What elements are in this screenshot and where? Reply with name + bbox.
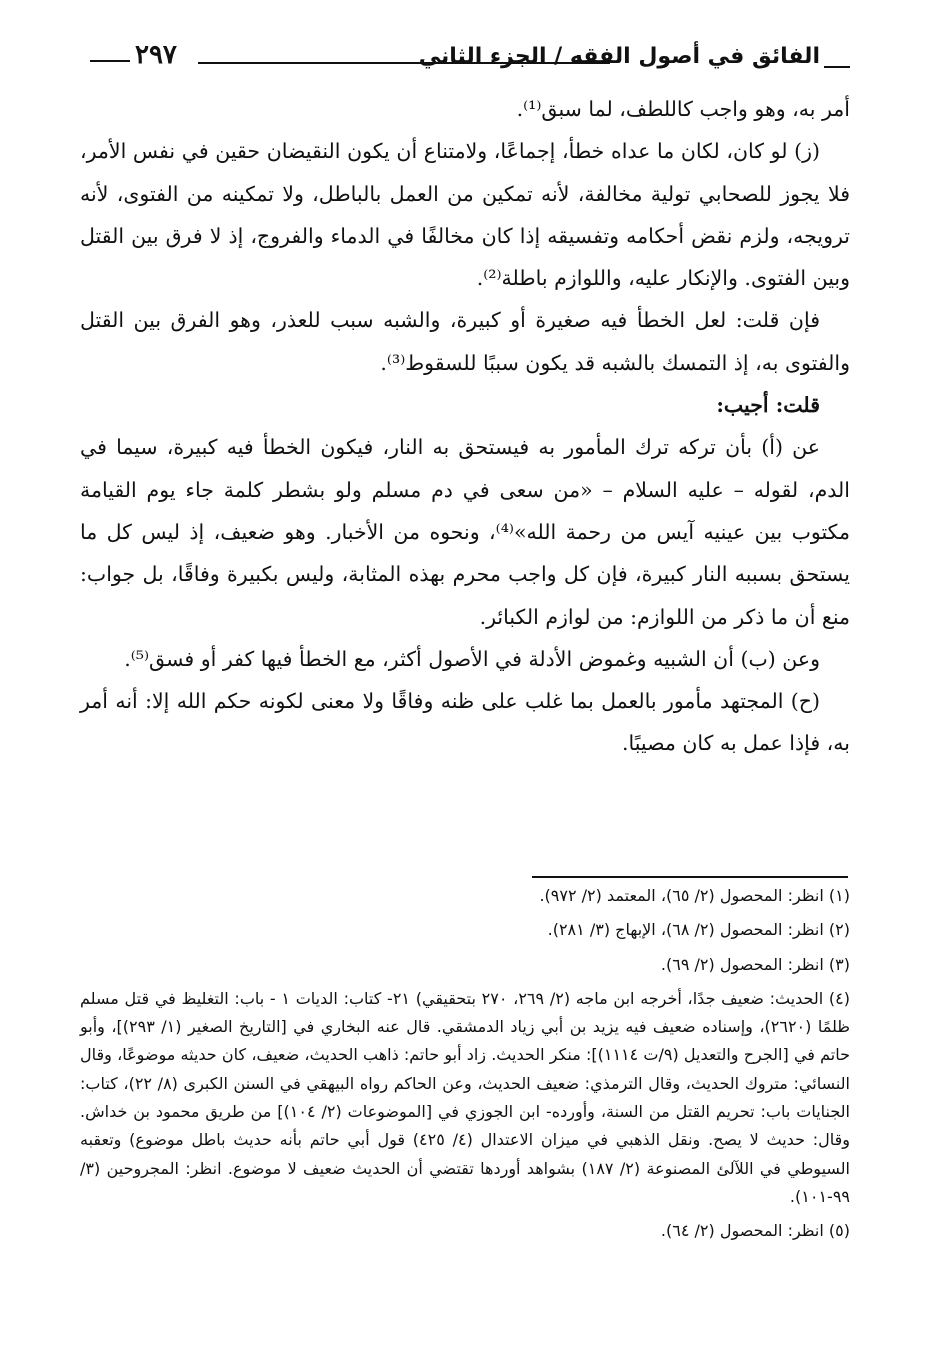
paragraph: فإن قلت: لعل الخطأ فيه صغيرة أو كبيرة، والشبه سبب للعذر، وهو الفرق بين القتل والفتوى به، إذ التمسك بالشبه قد يكون سببًا للسقوط⁽³⁾. [80,308,850,375]
paragraph: أمر به، وهو واجب كاللطف، لما سبق⁽¹⁾. [516,97,850,121]
paragraph-heading: قلت: أجيب: [716,393,820,418]
footnotes [80,882,850,1246]
footnote: (٢) انظر: المحصول (٢/ ٦٨)، الإبهاج (٣/ ٢٨١). [547,920,850,940]
footnote: (٤) الحديث: ضعيف جدًا، أخرجه ابن ماجه (٢/ ٢٦٩، ٢٧٠ بتحقيقي) ٢١- كتاب: الديات ١ - باب: التغليظ في قتل مسلم ظلمًا (٢٦٢٠)، وإسناده ضعيف فيه يزيد بن أبي زياد الدمشقي. قال عنه البخاري في [التاريخ الصغير (١/ ٢٩٣)]، وأبو حاتم في [الجرح والتعديل (٩/ت ١١١٤)]: منكر الحديث. زاد أبو حاتم: ذاهب الحديث، ضعيف، كان حديثه موضوعًا، وقال النسائي: متروك الحديث، وقال الترمذي: ضعيف الحديث، وعن الحاكم رواه البيهقي في السنن الكبرى (٨/ ٢٢)، كتاب: الجنايات باب: تحريم القتل من السنة، وأورده- ابن الجوزي في [الموضوعات (٢/ ١٠٤)] من طريق محمود بن خداش. وقال: حديث لا يصح. ونقل الذهبي في ميزان الاعتدال (٤/ ٤٢٥) قول أبي حاتم بأنه حديث باطل موضوع) وتعقبه السيوطي في اللآلئ المصنوعة (٢/ ١٨٧) بشواهد أوردها تقتضي أن الحديث ضعيف لا موضوع. انظر: المجروحين (٣/ ٩٩-١٠١). [80,988,851,1206]
header-rule [824,66,850,68]
footnote: (١) انظر: المحصول (٢/ ٦٥)، المعتمد (٢/ ٩٧٢). [539,886,850,905]
paragraph: (ح) المجتهد مأمور بالعمل بما غلب على ظنه وفاقًا ولا معنى لكونه حكم الله إلا: أنه أمر به، فإذا عمل به كان مصيبًا. [80,689,850,756]
paragraph: (ز) لو كان، لكان ما عداه خطأ، إجماعًا، ولامتناع أن يكون النقيضان حقين في نفس الأمر، فلا يجوز للصحابي تولية مخالفة، لأنه تمكين من العمل بالباطل، ولا تمكينه من الفتوى، لأنه ترويجه، ولزم نقض أحكامه وتفسيقه إذا كان مخالفًا في الدماء والفروج، إذ لا فرق بين القتل وبين الفتوى. والإنكار عليه، واللوازم باطلة⁽²⁾. [80,139,850,291]
book-title: الفائق في أصول الفقه / الجزء الثاني [418,44,820,69]
footnote: (٣) انظر: المحصول (٢/ ٦٩). [660,954,850,974]
footnote-separator [532,876,848,878]
page-number: ٢٩٧ [135,40,177,70]
running-header [80,30,850,86]
footnote: (٥) انظر: المحصول (٢/ ٦٤). [660,1221,850,1241]
paragraph: عن (أ) بأن تركه ترك المأمور به فيستحق به النار، فيكون الخطأ فيه كبيرة، سيما في الدم، لقوله – عليه السلام – «من سعى في دم مسلم ولو بشطر كلمة جاء يوم القيامة مكتوب بين عينيه آيس من رحمة الله»⁽⁴⁾، ونحوه من الأخبار. وهو ضعيف، إذ ليس كل ما يستحق بسببه النار كبيرة، فإن كل واجب محرم بهذه المثابة، وليس بكبيرة وفاقًا، بل جواب: منع أن ما ذكر من اللوازم: من لوازم الكبائر. [80,435,850,629]
paragraph: وعن (ب) أن الشبيه وغموض الأدلة في الأصول أكثر، مع الخطأ فيها كفر أو فسق⁽⁵⁾. [124,646,820,671]
main-text [80,88,850,765]
header-rule [90,60,130,62]
